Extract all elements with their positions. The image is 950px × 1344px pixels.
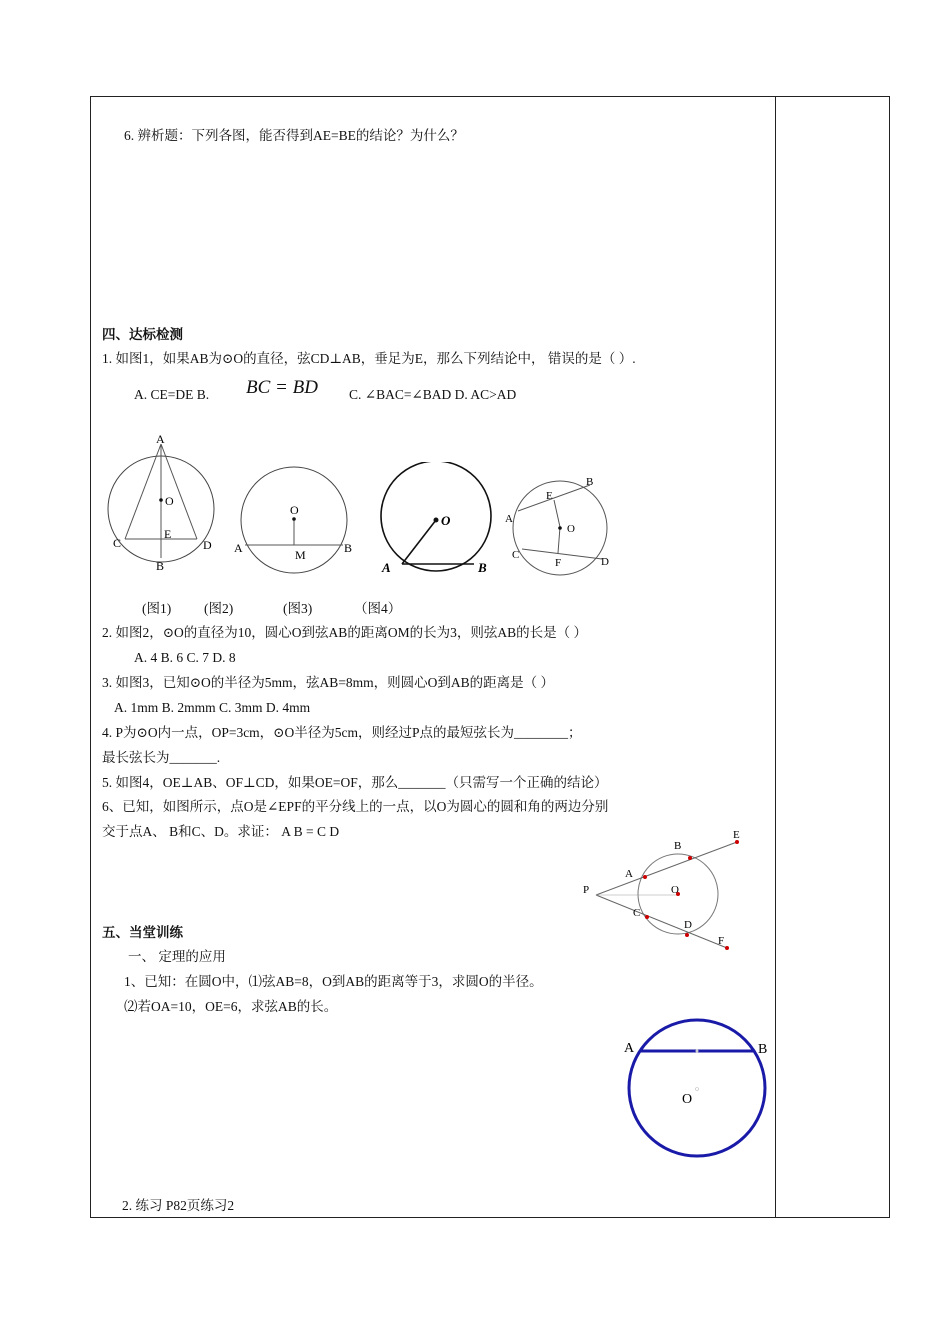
chord-figure — [618, 1014, 778, 1164]
caption-fig4: （图4） — [354, 601, 402, 616]
fig4-label-f: F — [555, 557, 562, 569]
angle-fig-label-b: B — [674, 840, 682, 852]
s5-problem-1: 1、已知：在圆O中，⑴弦AB=8，O到AB的距离等于3，求圆O的半径。 — [124, 974, 543, 989]
fig3-label-b: B — [478, 560, 487, 575]
s4-q1: 1. 如图1，如果AB为⊙O的直径，弦CD⊥AB，垂足为E，那么下列结论中， 错误的是（ ）. — [102, 351, 636, 366]
angle-fig-label-f: F — [718, 935, 725, 947]
fig3-label-o: O — [441, 513, 451, 528]
s4-q1-options-cd: C. ∠BAC=∠BAD D. AC>AD — [349, 387, 517, 402]
s5-practice-ref: 2. 练习 P82页练习2 — [122, 1198, 235, 1213]
fig1-label-a: A — [156, 432, 165, 446]
chord-fig-label-o: O — [682, 1092, 693, 1107]
section-4-title: 四、达标检测 — [102, 327, 183, 343]
fig4-label-a: A — [505, 513, 513, 525]
s4-q3: 3. 如图3，已知⊙O的半径为5mm，弦AB=8mm，则圆心O到AB的距离是（ ） — [102, 675, 555, 690]
fig4-label-o: O — [567, 523, 575, 535]
s4-q1-arc-equation: BC = BD — [246, 377, 318, 398]
fig1-label-c: C — [113, 536, 122, 550]
caption-fig3: (图3) — [283, 601, 313, 616]
s4-q3-options: A. 1mm B. 2mmm C. 3mm D. 4mm — [114, 700, 311, 715]
fig1-label-d: D — [203, 538, 212, 552]
s4-q5: 5. 如图4，OE⊥AB、OF⊥CD，如果OE=OF，那么_______（只需写一个正确的结论） — [102, 775, 608, 790]
s4-q6-line1: 6、已知，如图所示，点O是∠EPF的平分线上的一点，以O为圆心的圆和角的两边分别 — [102, 799, 609, 814]
s5-problem-1-part-2: ⑵若OA=10，OE=6，求弦AB的长。 — [124, 999, 338, 1014]
s4-q6-line2: 交于点A、 B和C、D。求证： A B = C D — [102, 824, 340, 839]
caption-fig1: (图1) — [142, 601, 172, 616]
fig2-label-b: B — [344, 541, 353, 555]
figure-3 — [372, 462, 502, 577]
chord-fig-label-a: A — [624, 1041, 635, 1056]
chord-fig-label-b: B — [758, 1042, 768, 1057]
s4-q4-line2: 最长弦长为_______. — [102, 750, 221, 765]
angle-fig-label-a: A — [625, 868, 633, 880]
fig2-label-o: O — [290, 503, 299, 517]
figure-1 — [100, 428, 225, 576]
s4-q4-line1: 4. P为⊙O内一点，OP=3cm，⊙O半径为5cm，则经过P点的最短弦长为________； — [102, 725, 582, 740]
caption-fig2: (图2) — [204, 601, 234, 616]
s4-q2-options: A. 4 B. 6 C. 7 D. 8 — [134, 650, 236, 665]
s4-q2: 2. 如图2，⊙O的直径为10，圆心O到弦AB的距离OM的长为3，则弦AB的长是（ ） — [102, 625, 587, 640]
s5-sub-heading: 一、 定理的应用 — [128, 949, 226, 964]
fig3-label-a: A — [382, 560, 391, 575]
fig4-label-b: B — [586, 476, 594, 488]
s4-q1-option-a: A. CE=DE B. — [134, 387, 210, 402]
fig1-label-b: B — [156, 559, 165, 573]
section-5-title: 五、当堂训练 — [102, 925, 183, 941]
fig1-label-o: O — [165, 494, 174, 508]
fig1-label-e: E — [164, 527, 172, 541]
angle-fig-label-e: E — [733, 829, 740, 841]
angle-fig-label-d: D — [684, 919, 692, 931]
angle-fig-label-p: P — [583, 884, 590, 896]
fig4-label-e: E — [546, 490, 553, 502]
angle-bisector-figure — [575, 822, 745, 950]
fig2-label-a: A — [234, 541, 243, 555]
figure-2 — [230, 462, 360, 577]
figure-4 — [502, 470, 620, 580]
fig4-label-d: D — [601, 556, 609, 568]
fig4-label-c: C — [512, 549, 520, 561]
angle-fig-label-c: C — [633, 907, 641, 919]
q6-identify-question: 6. 辨析题：下列各图，能否得到AE=BE的结论？为什么？ — [124, 128, 464, 143]
fig2-label-m: M — [295, 548, 306, 562]
angle-fig-label-o: O — [671, 884, 679, 896]
